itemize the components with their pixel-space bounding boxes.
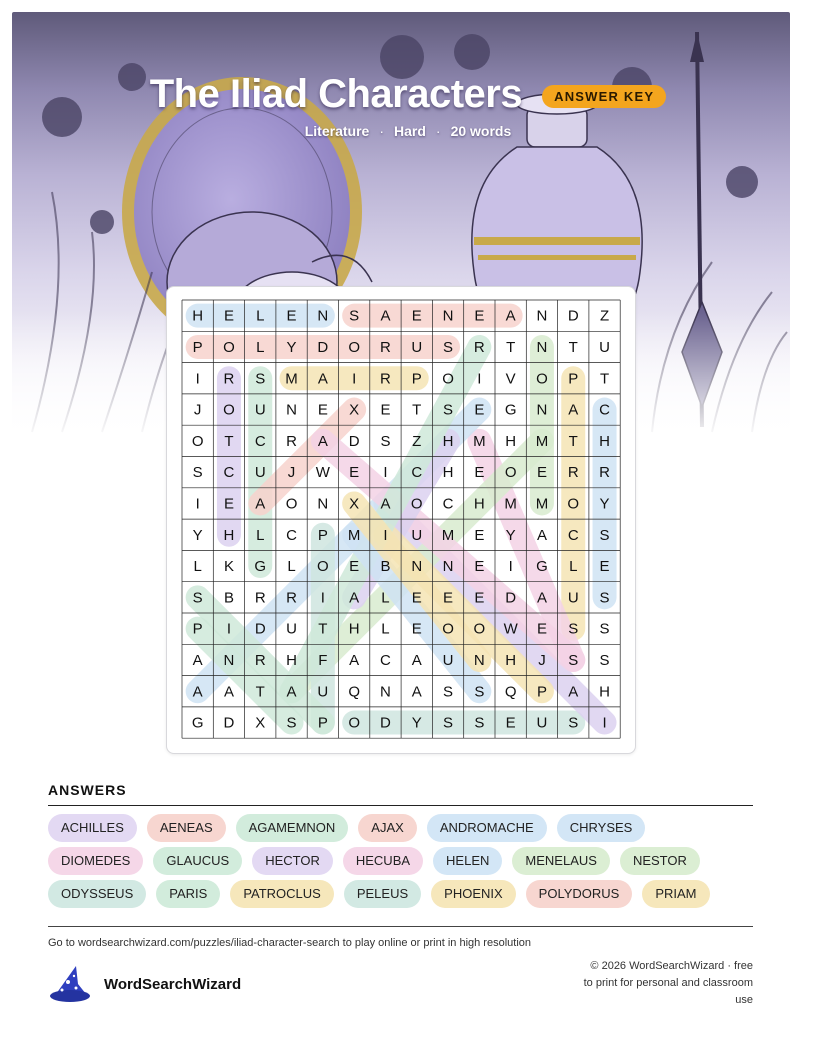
answer-chip: ANDROMACHE bbox=[427, 814, 547, 842]
grid-letter[interactable]: A bbox=[192, 683, 203, 701]
grid-letter[interactable]: N bbox=[317, 307, 329, 325]
grid-letter[interactable]: U bbox=[317, 683, 329, 701]
grid-letter[interactable]: H bbox=[599, 683, 610, 701]
grid-letter[interactable]: M bbox=[504, 495, 517, 513]
grid-letter[interactable]: T bbox=[224, 432, 234, 450]
grid-letter[interactable]: S bbox=[474, 683, 485, 701]
grid-letter[interactable]: H bbox=[442, 464, 454, 482]
grid-letter[interactable]: E bbox=[474, 464, 485, 482]
meta-category: Literature bbox=[304, 123, 370, 139]
grid-letter[interactable]: Y bbox=[411, 714, 422, 732]
grid-letter[interactable]: D bbox=[505, 589, 517, 607]
answer-chip: PELEUS bbox=[344, 880, 421, 908]
grid-letter[interactable]: E bbox=[317, 401, 328, 419]
grid-letter[interactable]: S bbox=[349, 307, 360, 325]
grid-letter[interactable]: E bbox=[411, 620, 422, 638]
grid-letter[interactable]: U bbox=[442, 651, 454, 669]
grid-letter[interactable]: D bbox=[223, 714, 235, 732]
grid-letter[interactable]: X bbox=[255, 714, 266, 732]
grid-letter[interactable]: M bbox=[535, 495, 549, 513]
grid-letter[interactable]: E bbox=[223, 307, 234, 325]
answer-chip: POLYDORUS bbox=[526, 880, 633, 908]
grid-letter[interactable]: C bbox=[254, 432, 266, 450]
grid-letter[interactable]: U bbox=[411, 338, 423, 356]
grid-letter[interactable]: P bbox=[536, 683, 547, 701]
grid-letter[interactable]: T bbox=[599, 370, 610, 388]
grid-letter[interactable]: C bbox=[286, 526, 297, 544]
grid-letter[interactable]: N bbox=[536, 401, 548, 419]
answer-chip: PHOENIX bbox=[431, 880, 516, 908]
answer-chip: AJAX bbox=[358, 814, 417, 842]
grid-letter[interactable]: S bbox=[568, 714, 579, 732]
grid-letter[interactable]: M bbox=[285, 370, 298, 388]
grid-letter[interactable]: E bbox=[599, 558, 610, 576]
grid-letter[interactable]: S bbox=[255, 370, 266, 388]
answer-chip: PRIAM bbox=[642, 880, 709, 908]
grid-letter[interactable]: I bbox=[477, 370, 482, 388]
grid-letter[interactable]: P bbox=[317, 714, 328, 732]
grid-letter[interactable]: O bbox=[442, 370, 454, 388]
grid-letter[interactable]: M bbox=[473, 432, 486, 450]
answers-heading: ANSWERS bbox=[48, 782, 127, 798]
grid-letter[interactable]: O bbox=[504, 464, 517, 482]
grid-letter[interactable]: C bbox=[223, 464, 235, 482]
grid-letter[interactable]: E bbox=[474, 307, 485, 325]
grid-letter[interactable]: A bbox=[255, 495, 266, 513]
grid-letter[interactable]: E bbox=[443, 589, 454, 607]
grid-letter[interactable]: L bbox=[193, 558, 202, 576]
grid-letter[interactable]: S bbox=[599, 651, 610, 669]
grid-letter[interactable]: U bbox=[567, 589, 579, 607]
grid-letter[interactable]: T bbox=[506, 338, 516, 356]
puzzle-meta bbox=[0, 123, 816, 139]
grid-letter[interactable]: D bbox=[380, 714, 391, 732]
grid-letter[interactable]: J bbox=[287, 464, 296, 482]
grid-letter[interactable]: L bbox=[381, 589, 390, 607]
grid-letter[interactable]: L bbox=[381, 620, 390, 638]
grid-letter[interactable]: O bbox=[285, 495, 298, 513]
grid-letter[interactable]: M bbox=[441, 526, 455, 544]
grid-letter[interactable]: Y bbox=[599, 495, 610, 513]
grid-letter[interactable]: A bbox=[286, 683, 297, 701]
answer-chip: DIOMEDES bbox=[48, 847, 143, 875]
grid-letter[interactable]: A bbox=[349, 589, 360, 607]
grid-letter[interactable]: A bbox=[568, 683, 579, 701]
grid-letter[interactable]: G bbox=[536, 558, 548, 576]
grid-letter[interactable]: O bbox=[410, 495, 423, 513]
grid-letter[interactable]: P bbox=[411, 370, 422, 388]
grid-letter[interactable]: R bbox=[380, 370, 391, 388]
grid-letter[interactable]: O bbox=[348, 338, 360, 356]
grid-letter[interactable]: R bbox=[380, 338, 391, 356]
grid-letter[interactable]: N bbox=[442, 307, 454, 325]
grid-letter[interactable]: S bbox=[568, 620, 579, 638]
grid-letter[interactable]: C bbox=[599, 401, 610, 419]
grid-letter[interactable]: H bbox=[192, 307, 204, 325]
answer-chip: ACHILLES bbox=[48, 814, 137, 842]
grid-letter[interactable]: R bbox=[223, 370, 235, 388]
grid-letter[interactable]: O bbox=[317, 558, 329, 576]
grid-letter[interactable]: Y bbox=[192, 526, 203, 544]
grid-letter[interactable]: A bbox=[349, 651, 360, 669]
grid-letter[interactable]: R bbox=[599, 464, 610, 482]
grid-letter[interactable]: P bbox=[192, 620, 203, 638]
grid-letter[interactable]: H bbox=[505, 432, 517, 450]
grid-letter[interactable]: R bbox=[473, 338, 485, 356]
grid-letter[interactable]: E bbox=[505, 714, 516, 732]
meta-word-count: 20 words bbox=[450, 123, 512, 139]
answers-row bbox=[48, 814, 758, 842]
answer-chip: PARIS bbox=[156, 880, 220, 908]
grid-letter[interactable]: V bbox=[505, 370, 516, 388]
grid-letter[interactable]: L bbox=[256, 307, 265, 325]
grid-letter[interactable]: M bbox=[535, 432, 549, 450]
grid-letter[interactable]: T bbox=[568, 338, 578, 356]
grid-letter[interactable]: E bbox=[349, 464, 360, 482]
grid-letter[interactable]: S bbox=[380, 432, 391, 450]
grid-letter[interactable]: H bbox=[286, 651, 297, 669]
brand-name: WordSearchWizard bbox=[104, 975, 242, 993]
grid-letter[interactable]: D bbox=[317, 338, 329, 356]
answer-chip: AGAMEMNON bbox=[236, 814, 349, 842]
grid-letter[interactable]: E bbox=[223, 495, 234, 513]
grid-letter[interactable]: S bbox=[474, 714, 485, 732]
grid-letter[interactable]: I bbox=[195, 495, 200, 513]
grid-letter[interactable]: A bbox=[380, 495, 391, 513]
grid-letter[interactable]: J bbox=[193, 401, 202, 419]
grid-letter[interactable]: H bbox=[223, 526, 235, 544]
grid-letter[interactable]: O bbox=[348, 714, 360, 732]
grid-letter[interactable]: N bbox=[411, 558, 423, 576]
footer-url-text: Go to wordsearchwizard.com/puzzles/iliad-character-search to play online or print in high resolution bbox=[48, 937, 532, 949]
grid-letter[interactable]: B bbox=[380, 558, 391, 576]
answer-chip: PATROCLUS bbox=[230, 880, 334, 908]
answer-chip: HELEN bbox=[433, 847, 502, 875]
grid-letter[interactable]: I bbox=[352, 370, 357, 388]
grid-letter[interactable]: E bbox=[411, 307, 422, 325]
grid-letter[interactable]: U bbox=[254, 464, 266, 482]
grid-letter[interactable]: T bbox=[568, 432, 578, 450]
grid-letter[interactable]: L bbox=[256, 338, 265, 356]
answer-chip: ODYSSEUS bbox=[48, 880, 146, 908]
answer-chip: NESTOR bbox=[620, 847, 700, 875]
grid-letter[interactable]: O bbox=[223, 401, 235, 419]
grid-letter[interactable]: A bbox=[411, 683, 422, 701]
grid-letter[interactable]: A bbox=[568, 401, 579, 419]
grid-letter[interactable]: Q bbox=[504, 683, 517, 701]
grid-letter[interactable]: H bbox=[473, 495, 485, 513]
grid-letter[interactable]: H bbox=[442, 432, 454, 450]
grid-letter[interactable]: C bbox=[567, 526, 579, 544]
page-title: The Iliad Characters bbox=[149, 72, 523, 116]
grid-letter[interactable]: U bbox=[411, 526, 423, 544]
grid-letter[interactable]: E bbox=[474, 526, 485, 544]
grid-letter[interactable]: R bbox=[567, 464, 579, 482]
grid-letter[interactable]: R bbox=[286, 432, 297, 450]
grid-letter[interactable]: X bbox=[349, 495, 360, 513]
grid-letter[interactable]: H bbox=[348, 620, 360, 638]
footer-divider bbox=[48, 926, 753, 927]
grid-letter[interactable]: R bbox=[254, 589, 266, 607]
answer-key-badge: ANSWER KEY bbox=[542, 85, 666, 108]
grid-letter[interactable]: E bbox=[474, 401, 485, 419]
grid-letter[interactable]: A bbox=[536, 526, 547, 544]
grid-letter[interactable]: E bbox=[474, 558, 485, 576]
answer-chip: AENEAS bbox=[147, 814, 226, 842]
grid-letter[interactable]: Y bbox=[286, 338, 297, 356]
grid-letter[interactable]: T bbox=[318, 620, 328, 638]
grid-letter[interactable]: I bbox=[320, 589, 325, 607]
grid-letter[interactable]: S bbox=[599, 526, 610, 544]
grid-letter[interactable]: A bbox=[536, 589, 547, 607]
grid-letter[interactable]: S bbox=[192, 589, 203, 607]
grid-letter[interactable]: N bbox=[223, 651, 235, 669]
grid-letter[interactable]: E bbox=[411, 589, 422, 607]
grid-letter[interactable]: Z bbox=[412, 432, 422, 450]
grid-letter[interactable]: E bbox=[536, 464, 547, 482]
grid-letter[interactable]: Q bbox=[348, 683, 360, 701]
grid-letter[interactable]: A bbox=[317, 432, 328, 450]
grid-letter[interactable]: S bbox=[443, 401, 454, 419]
grid-letter[interactable]: Z bbox=[599, 307, 610, 325]
grid-letter[interactable]: O bbox=[473, 620, 486, 638]
grid-letter[interactable]: R bbox=[286, 589, 297, 607]
grid-letter[interactable]: I bbox=[226, 620, 232, 638]
grid-letter[interactable]: M bbox=[347, 526, 361, 544]
grid-letter[interactable]: S bbox=[443, 338, 454, 356]
grid-letter[interactable]: S bbox=[443, 714, 454, 732]
grid-letter[interactable]: O bbox=[442, 620, 454, 638]
grid-letter[interactable]: C bbox=[380, 651, 391, 669]
answers-row bbox=[48, 880, 758, 908]
grid-letter[interactable]: U bbox=[599, 338, 610, 356]
wizard-hat-icon bbox=[48, 964, 92, 1004]
grid-letter[interactable]: K bbox=[223, 558, 234, 576]
grid-letter[interactable]: N bbox=[286, 401, 297, 419]
grid-letter[interactable]: O bbox=[567, 495, 580, 513]
grid-letter[interactable]: Y bbox=[505, 526, 516, 544]
answers-row bbox=[48, 847, 758, 875]
answers-list bbox=[48, 814, 758, 913]
grid-letter[interactable]: W bbox=[315, 464, 330, 482]
grid-letter[interactable]: E bbox=[286, 307, 297, 325]
grid-letter[interactable]: A bbox=[411, 651, 422, 669]
meta-separator: · bbox=[435, 123, 441, 139]
grid-letter[interactable]: I bbox=[195, 370, 200, 388]
grid-letter[interactable]: R bbox=[254, 651, 266, 669]
grid-letter[interactable]: I bbox=[383, 526, 388, 544]
grid-letter[interactable]: G bbox=[254, 558, 267, 576]
grid-letter[interactable]: S bbox=[192, 464, 203, 482]
grid-letter[interactable]: T bbox=[412, 401, 422, 419]
grid-letter[interactable]: N bbox=[442, 558, 454, 576]
answer-chip: MENELAUS bbox=[512, 847, 610, 875]
grid-letter[interactable]: N bbox=[536, 307, 548, 325]
grid-letter[interactable]: S bbox=[286, 714, 297, 732]
grid-letter[interactable]: S bbox=[568, 651, 579, 669]
grid-letter[interactable]: E bbox=[380, 401, 391, 419]
grid-letter[interactable]: I bbox=[383, 464, 388, 482]
grid-letter[interactable]: D bbox=[567, 307, 579, 325]
grid-letter[interactable]: L bbox=[287, 558, 296, 576]
answer-chip: GLAUCUS bbox=[153, 847, 242, 875]
grid-letter[interactable]: E bbox=[474, 589, 485, 607]
grid-letter[interactable]: U bbox=[286, 620, 297, 638]
grid-letter[interactable]: N bbox=[380, 683, 391, 701]
grid-letter[interactable]: N bbox=[317, 495, 329, 513]
answer-chip: HECUBA bbox=[343, 847, 423, 875]
grid-letter[interactable]: J bbox=[538, 651, 546, 669]
answers-divider bbox=[48, 805, 753, 806]
grid-letter[interactable]: H bbox=[505, 651, 517, 669]
grid-letter[interactable]: E bbox=[349, 558, 360, 576]
grid-letter[interactable]: S bbox=[443, 683, 454, 701]
grid-letter[interactable]: U bbox=[254, 401, 266, 419]
puzzle-grid-card bbox=[166, 286, 636, 754]
grid-letter[interactable]: G bbox=[191, 714, 204, 732]
grid-letter[interactable]: W bbox=[503, 620, 518, 638]
grid-letter[interactable]: G bbox=[504, 401, 517, 419]
grid-letter[interactable]: S bbox=[599, 620, 610, 638]
grid-letter[interactable]: U bbox=[536, 714, 548, 732]
grid-letter[interactable]: P bbox=[317, 526, 328, 544]
grid-letter[interactable]: C bbox=[442, 495, 454, 513]
grid-letter[interactable]: D bbox=[348, 432, 360, 450]
grid-letter[interactable]: N bbox=[536, 338, 548, 356]
grid-letter[interactable]: X bbox=[349, 401, 360, 419]
grid-letter[interactable]: A bbox=[505, 307, 516, 325]
grid-letter[interactable]: P bbox=[568, 370, 579, 388]
grid-letter[interactable]: N bbox=[473, 651, 485, 669]
grid-letter[interactable]: A bbox=[317, 370, 328, 388]
meta-difficulty: Hard bbox=[393, 123, 426, 139]
grid-letter[interactable]: I bbox=[508, 558, 513, 576]
grid-letter[interactable]: C bbox=[411, 464, 423, 482]
grid-letter[interactable]: L bbox=[256, 526, 265, 544]
grid-letter[interactable]: S bbox=[599, 589, 610, 607]
title-row bbox=[0, 72, 816, 117]
grid-letter[interactable]: B bbox=[223, 589, 234, 607]
brand bbox=[48, 964, 241, 1004]
puzzle-grid bbox=[167, 287, 635, 753]
grid-letter[interactable]: I bbox=[602, 714, 607, 732]
copyright-text: © 2026 WordSearchWizard · free to print for personal and classroom use bbox=[583, 960, 753, 1006]
grid-letter[interactable]: O bbox=[536, 370, 548, 388]
grid-letter[interactable]: F bbox=[318, 651, 328, 669]
grid-letter[interactable]: E bbox=[536, 620, 547, 638]
answer-chip: HECTOR bbox=[252, 847, 333, 875]
grid-letter[interactable]: O bbox=[223, 338, 235, 356]
grid-letter[interactable]: A bbox=[223, 683, 234, 701]
grid-letter[interactable]: A bbox=[192, 651, 203, 669]
grid-letter[interactable]: D bbox=[254, 620, 266, 638]
grid-letter[interactable]: A bbox=[380, 307, 391, 325]
grid-letter[interactable]: L bbox=[569, 558, 578, 576]
grid-letter[interactable]: H bbox=[599, 432, 610, 450]
answer-chip: CHRYSES bbox=[557, 814, 646, 842]
grid-letter[interactable]: P bbox=[192, 338, 203, 356]
grid-letter[interactable]: T bbox=[255, 683, 265, 701]
meta-separator: · bbox=[379, 123, 384, 139]
grid-letter[interactable]: O bbox=[191, 432, 204, 450]
